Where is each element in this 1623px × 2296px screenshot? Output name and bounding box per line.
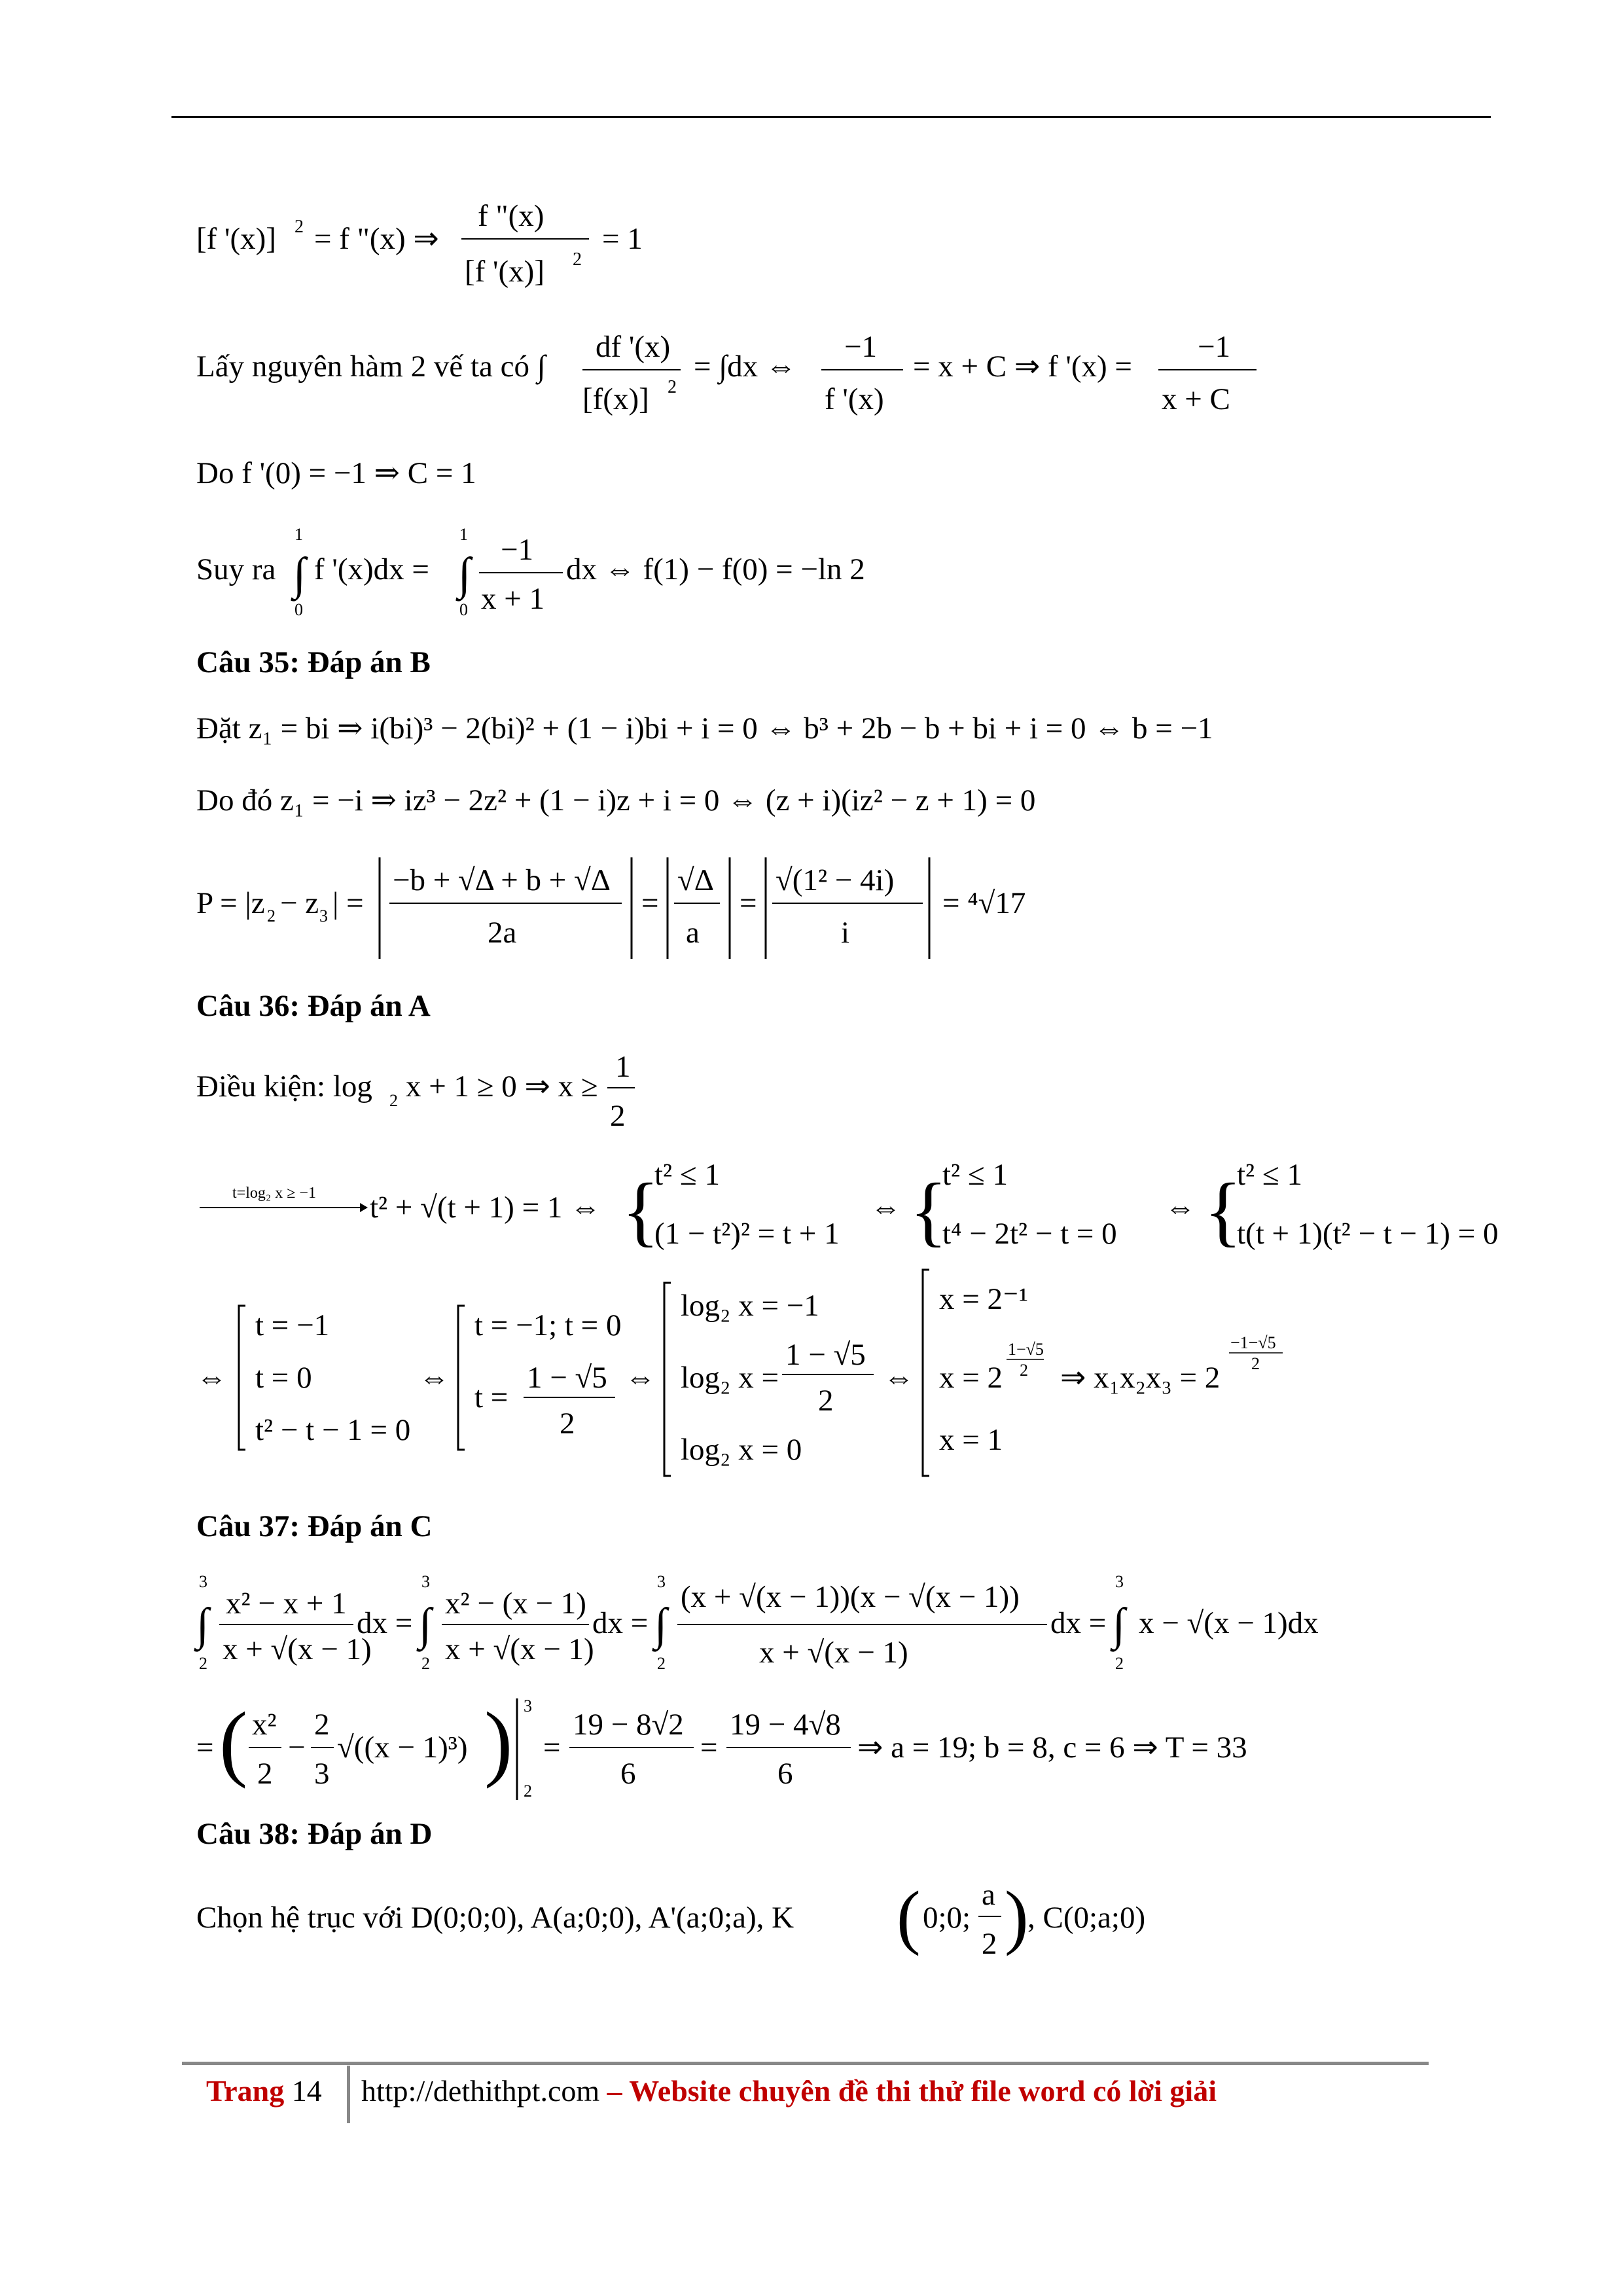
svg-text:x = 2: x = 2 xyxy=(939,1361,1003,1395)
svg-text:Điều kiện: log: Điều kiện: log xyxy=(196,1069,372,1103)
svg-text:t² ≤ 1: t² ≤ 1 xyxy=(942,1158,1008,1192)
svg-text:log₂ x =: log₂ x = xyxy=(681,1361,779,1395)
svg-text:3: 3 xyxy=(319,906,328,925)
svg-text:2: 2 xyxy=(1251,1354,1260,1373)
svg-text:): ) xyxy=(484,1695,513,1789)
svg-text:, C(0;a;0): , C(0;a;0) xyxy=(1027,1901,1146,1935)
svg-text:x² − (x − 1): x² − (x − 1) xyxy=(445,1587,586,1621)
svg-text:3: 3 xyxy=(421,1572,430,1591)
svg-text:2: 2 xyxy=(657,1654,666,1673)
formula-modulus xyxy=(196,851,1047,962)
svg-text:t⁴ − 2t² − t = 0: t⁴ − 2t² − t = 0 xyxy=(942,1217,1117,1251)
svg-text:2: 2 xyxy=(389,1091,398,1110)
formula-condition xyxy=(196,1047,851,1139)
footer-url-link[interactable]: http://dethithpt.com xyxy=(361,2074,600,2108)
footer-tagline: – Website chuyên đề thi thử file word có lời giải xyxy=(599,2074,1217,2108)
svg-text:t = −1; t = 0: t = −1; t = 0 xyxy=(474,1308,622,1342)
heading-cau-35-text: Câu 35: Đáp án B xyxy=(196,645,431,679)
svg-text:3: 3 xyxy=(314,1757,330,1791)
svg-text:3: 3 xyxy=(657,1572,666,1591)
solution-line-6 xyxy=(196,782,1035,818)
svg-text:6: 6 xyxy=(777,1757,793,1791)
svg-text:⇔: ⇔ xyxy=(625,1361,656,1395)
svg-text:i: i xyxy=(841,916,850,950)
svg-text:2: 2 xyxy=(560,1407,575,1441)
svg-text:√Δ: √Δ xyxy=(677,863,715,897)
svg-text:2: 2 xyxy=(982,1927,997,1961)
footer-page-value: 14 xyxy=(291,2074,322,2108)
svg-text:= 1: = 1 xyxy=(602,222,643,256)
svg-text:=: = xyxy=(740,886,757,920)
svg-text:log₂ x = −1: log₂ x = −1 xyxy=(681,1289,819,1323)
svg-text:| =: | = xyxy=(332,886,364,920)
svg-text:df '(x): df '(x) xyxy=(596,330,671,364)
formula-antiderivative xyxy=(196,327,1374,432)
heading-cau-36-text: Câu 36: Đáp án A xyxy=(196,989,431,1023)
heading-cau-38 xyxy=(196,1816,432,1852)
svg-text:(: ( xyxy=(897,1876,921,1956)
svg-text:t² ≤ 1: t² ≤ 1 xyxy=(654,1158,720,1192)
svg-text:⇔: ⇔ xyxy=(419,1361,450,1395)
svg-text:=: = xyxy=(700,1731,718,1765)
svg-text:= ⁴√17: = ⁴√17 xyxy=(942,886,1026,920)
heading-cau-38-text: Câu 38: Đáp án D xyxy=(196,1817,433,1851)
svg-text:x + √(x − 1): x + √(x − 1) xyxy=(445,1632,594,1666)
svg-text:2: 2 xyxy=(573,249,582,270)
svg-text:x + C: x + C xyxy=(1162,382,1230,416)
footer-page-number xyxy=(206,2073,322,2108)
svg-text:a: a xyxy=(982,1878,995,1912)
svg-text:⇔: ⇔ xyxy=(1165,1191,1196,1225)
svg-text:2: 2 xyxy=(421,1654,430,1673)
footer-separator xyxy=(347,2066,350,2123)
svg-text:x = 1: x = 1 xyxy=(939,1423,1003,1457)
svg-text:∫: ∫ xyxy=(458,549,471,600)
svg-text:1: 1 xyxy=(459,525,468,544)
solution-line-3 xyxy=(196,455,476,491)
svg-text:t = 0: t = 0 xyxy=(255,1361,312,1395)
svg-text:[f '(x)]: [f '(x)] xyxy=(196,222,276,256)
footer-rule xyxy=(182,2062,1429,2065)
svg-text:−1−√5: −1−√5 xyxy=(1230,1333,1276,1352)
svg-text:⇒ x₁x₂x₃ = 2: ⇒ x₁x₂x₃ = 2 xyxy=(1060,1361,1221,1395)
svg-text:dx ⇔ f(1) − f(0) = −ln 2: dx ⇔ f(1) − f(0) = −ln 2 xyxy=(566,552,865,586)
svg-text:∫: ∫ xyxy=(293,549,306,600)
svg-text:2: 2 xyxy=(610,1099,626,1133)
line-6-text: Do đó z₁ = −i ⇒ iz³ − 2z² + (1 − i)z + i = 0 ⇔ (z + i)(iz² − z + 1) = 0 xyxy=(196,783,1036,817)
svg-text:[f '(x)]: [f '(x)] xyxy=(465,255,544,289)
svg-text:a: a xyxy=(686,916,700,950)
formula-evaluation xyxy=(196,1695,1374,1806)
heading-cau-35 xyxy=(196,645,431,680)
svg-text:0: 0 xyxy=(294,600,303,619)
svg-text:x² − x + 1: x² − x + 1 xyxy=(226,1587,347,1621)
svg-text:⇔: ⇔ xyxy=(870,1191,901,1225)
svg-text:−1: −1 xyxy=(1198,330,1231,364)
svg-text:2: 2 xyxy=(257,1757,273,1791)
svg-text:⇔: ⇔ xyxy=(883,1361,914,1395)
svg-text:2: 2 xyxy=(267,906,276,925)
line-3-text: Do f '(0) = −1 ⇒ C = 1 xyxy=(196,456,476,490)
svg-text:(x + √(x − 1))(x − √(x − 1)): (x + √(x − 1))(x − √(x − 1)) xyxy=(681,1580,1020,1614)
svg-text:t = −1: t = −1 xyxy=(255,1308,330,1342)
svg-text:= ∫dx ⇔: = ∫dx ⇔ xyxy=(694,350,796,384)
heading-cau-36 xyxy=(196,988,431,1024)
svg-text:−1: −1 xyxy=(501,533,534,567)
svg-text:P = |z: P = |z xyxy=(196,886,265,920)
header-rule xyxy=(171,116,1491,118)
svg-text:2: 2 xyxy=(314,1708,330,1742)
line-5-text: Đặt z₁ = bi ⇒ i(bi)³ − 2(bi)² + (1 − i)bi + i = 0 ⇔ b³ + 2b − b + bi + i = 0 ⇔ b = −1 xyxy=(196,711,1213,745)
svg-text:=: = xyxy=(641,886,659,920)
svg-text:2: 2 xyxy=(1115,1654,1124,1673)
svg-text:[f(x)]: [f(x)] xyxy=(582,382,649,416)
formula-solution-sets xyxy=(196,1276,1440,1486)
svg-text:t² ≤ 1: t² ≤ 1 xyxy=(1237,1158,1302,1192)
svg-text:{: { xyxy=(1204,1167,1242,1254)
svg-text:x − √(x − 1)dx: x − √(x − 1)dx xyxy=(1139,1606,1319,1640)
svg-text:− z: − z xyxy=(280,886,319,920)
svg-text:=: = xyxy=(543,1731,561,1765)
svg-text:∫: ∫ xyxy=(654,1600,668,1650)
footer-website xyxy=(361,2073,1217,2108)
svg-text:−1: −1 xyxy=(844,330,878,364)
formula-coordinates xyxy=(196,1872,1374,1970)
svg-text:Chọn hệ trục với D(0;0;0), A(a: Chọn hệ trục với D(0;0;0), A(a;0;0), A'(a;0;a), K xyxy=(196,1901,794,1935)
formula-fprime-squared xyxy=(196,196,851,314)
svg-text:3: 3 xyxy=(199,1572,207,1591)
svg-text:⇔: ⇔ xyxy=(196,1361,227,1395)
svg-text:x = 2⁻¹: x = 2⁻¹ xyxy=(939,1282,1028,1316)
svg-text:x + 1 ≥ 0 ⇒ x ≥: x + 1 ≥ 0 ⇒ x ≥ xyxy=(406,1069,598,1103)
svg-text:2: 2 xyxy=(668,377,677,397)
svg-text:(1 − t²)² = t + 1: (1 − t²)² = t + 1 xyxy=(654,1217,840,1251)
svg-text:t² + √(t + 1) = 1 ⇔: t² + √(t + 1) = 1 ⇔ xyxy=(370,1191,601,1225)
svg-text:t(t + 1)(t² − t − 1) = 0: t(t + 1)(t² − t − 1) = 0 xyxy=(1237,1217,1499,1251)
svg-text:−: − xyxy=(288,1731,306,1765)
svg-text:−b + √Δ + b + √Δ: −b + √Δ + b + √Δ xyxy=(393,863,611,897)
formula-substitution xyxy=(196,1152,1499,1270)
svg-text:f '(x): f '(x) xyxy=(825,382,884,416)
svg-text:1−√5: 1−√5 xyxy=(1008,1340,1044,1359)
svg-text:dx =: dx = xyxy=(592,1606,649,1640)
svg-text:0;0;: 0;0; xyxy=(923,1901,971,1935)
heading-cau-37-text: Câu 37: Đáp án C xyxy=(196,1509,433,1543)
svg-text:= f "(x) ⇒: = f "(x) ⇒ xyxy=(314,222,439,256)
svg-text:2: 2 xyxy=(199,1654,207,1673)
svg-text:f '(x)dx =: f '(x)dx = xyxy=(314,552,429,586)
svg-text:1: 1 xyxy=(615,1050,631,1084)
heading-cau-37 xyxy=(196,1509,432,1544)
formula-definite-integral xyxy=(196,524,982,628)
svg-text:∫: ∫ xyxy=(196,1600,209,1650)
svg-text:2: 2 xyxy=(524,1782,532,1801)
svg-text:2: 2 xyxy=(818,1384,834,1418)
svg-text:): ) xyxy=(1005,1876,1029,1956)
svg-text:=: = xyxy=(196,1731,214,1765)
svg-text:t=log₂ x ≥ −1: t=log₂ x ≥ −1 xyxy=(232,1185,316,1202)
svg-text:x²: x² xyxy=(252,1708,277,1742)
svg-text:0: 0 xyxy=(459,600,468,619)
svg-text:{: { xyxy=(622,1167,660,1254)
svg-text:Lấy nguyên hàm 2 vế ta có ∫: Lấy nguyên hàm 2 vế ta có ∫ xyxy=(196,350,546,384)
svg-text:1 − √5: 1 − √5 xyxy=(527,1361,607,1395)
svg-text:2: 2 xyxy=(294,217,304,237)
svg-text:f "(x): f "(x) xyxy=(478,199,544,233)
svg-text:x + 1: x + 1 xyxy=(481,582,545,616)
svg-text:Suy ra: Suy ra xyxy=(196,552,276,586)
svg-text:{: { xyxy=(910,1167,948,1254)
svg-text:(: ( xyxy=(219,1695,248,1789)
svg-text:2a: 2a xyxy=(488,916,517,950)
svg-text:x + √(x − 1): x + √(x − 1) xyxy=(759,1636,908,1670)
svg-text:x + √(x − 1): x + √(x − 1) xyxy=(223,1632,372,1666)
svg-text:2: 2 xyxy=(1020,1361,1028,1380)
formula-integral-rationalize xyxy=(196,1571,1440,1682)
svg-text:∫: ∫ xyxy=(1113,1600,1126,1650)
svg-text:19 − 8√2: 19 − 8√2 xyxy=(573,1708,684,1742)
svg-text:dx =: dx = xyxy=(357,1606,413,1640)
svg-text:3: 3 xyxy=(1115,1572,1124,1591)
svg-text:1: 1 xyxy=(294,525,303,544)
svg-text:log₂ x = 0: log₂ x = 0 xyxy=(681,1433,802,1467)
svg-text:19 − 4√8: 19 − 4√8 xyxy=(730,1708,841,1742)
svg-text:⇒ a = 19; b = 8, c = 6 ⇒ T = 3: ⇒ a = 19; b = 8, c = 6 ⇒ T = 33 xyxy=(857,1731,1247,1765)
svg-text:√(1² − 4i): √(1² − 4i) xyxy=(776,863,895,897)
svg-text:√((x − 1)³): √((x − 1)³) xyxy=(337,1731,468,1765)
svg-text:∫: ∫ xyxy=(419,1600,432,1650)
svg-text:3: 3 xyxy=(524,1696,532,1715)
svg-text:6: 6 xyxy=(620,1757,636,1791)
svg-text:1 − √5: 1 − √5 xyxy=(785,1338,866,1372)
svg-text:t² − t − 1 = 0: t² − t − 1 = 0 xyxy=(255,1413,411,1447)
solution-line-5 xyxy=(196,710,1213,746)
footer-page-label: Trang xyxy=(206,2074,285,2108)
svg-text:dx =: dx = xyxy=(1050,1606,1107,1640)
svg-text:= x + C ⇒ f '(x) =: = x + C ⇒ f '(x) = xyxy=(913,350,1132,384)
svg-text:t =: t = xyxy=(474,1380,508,1414)
